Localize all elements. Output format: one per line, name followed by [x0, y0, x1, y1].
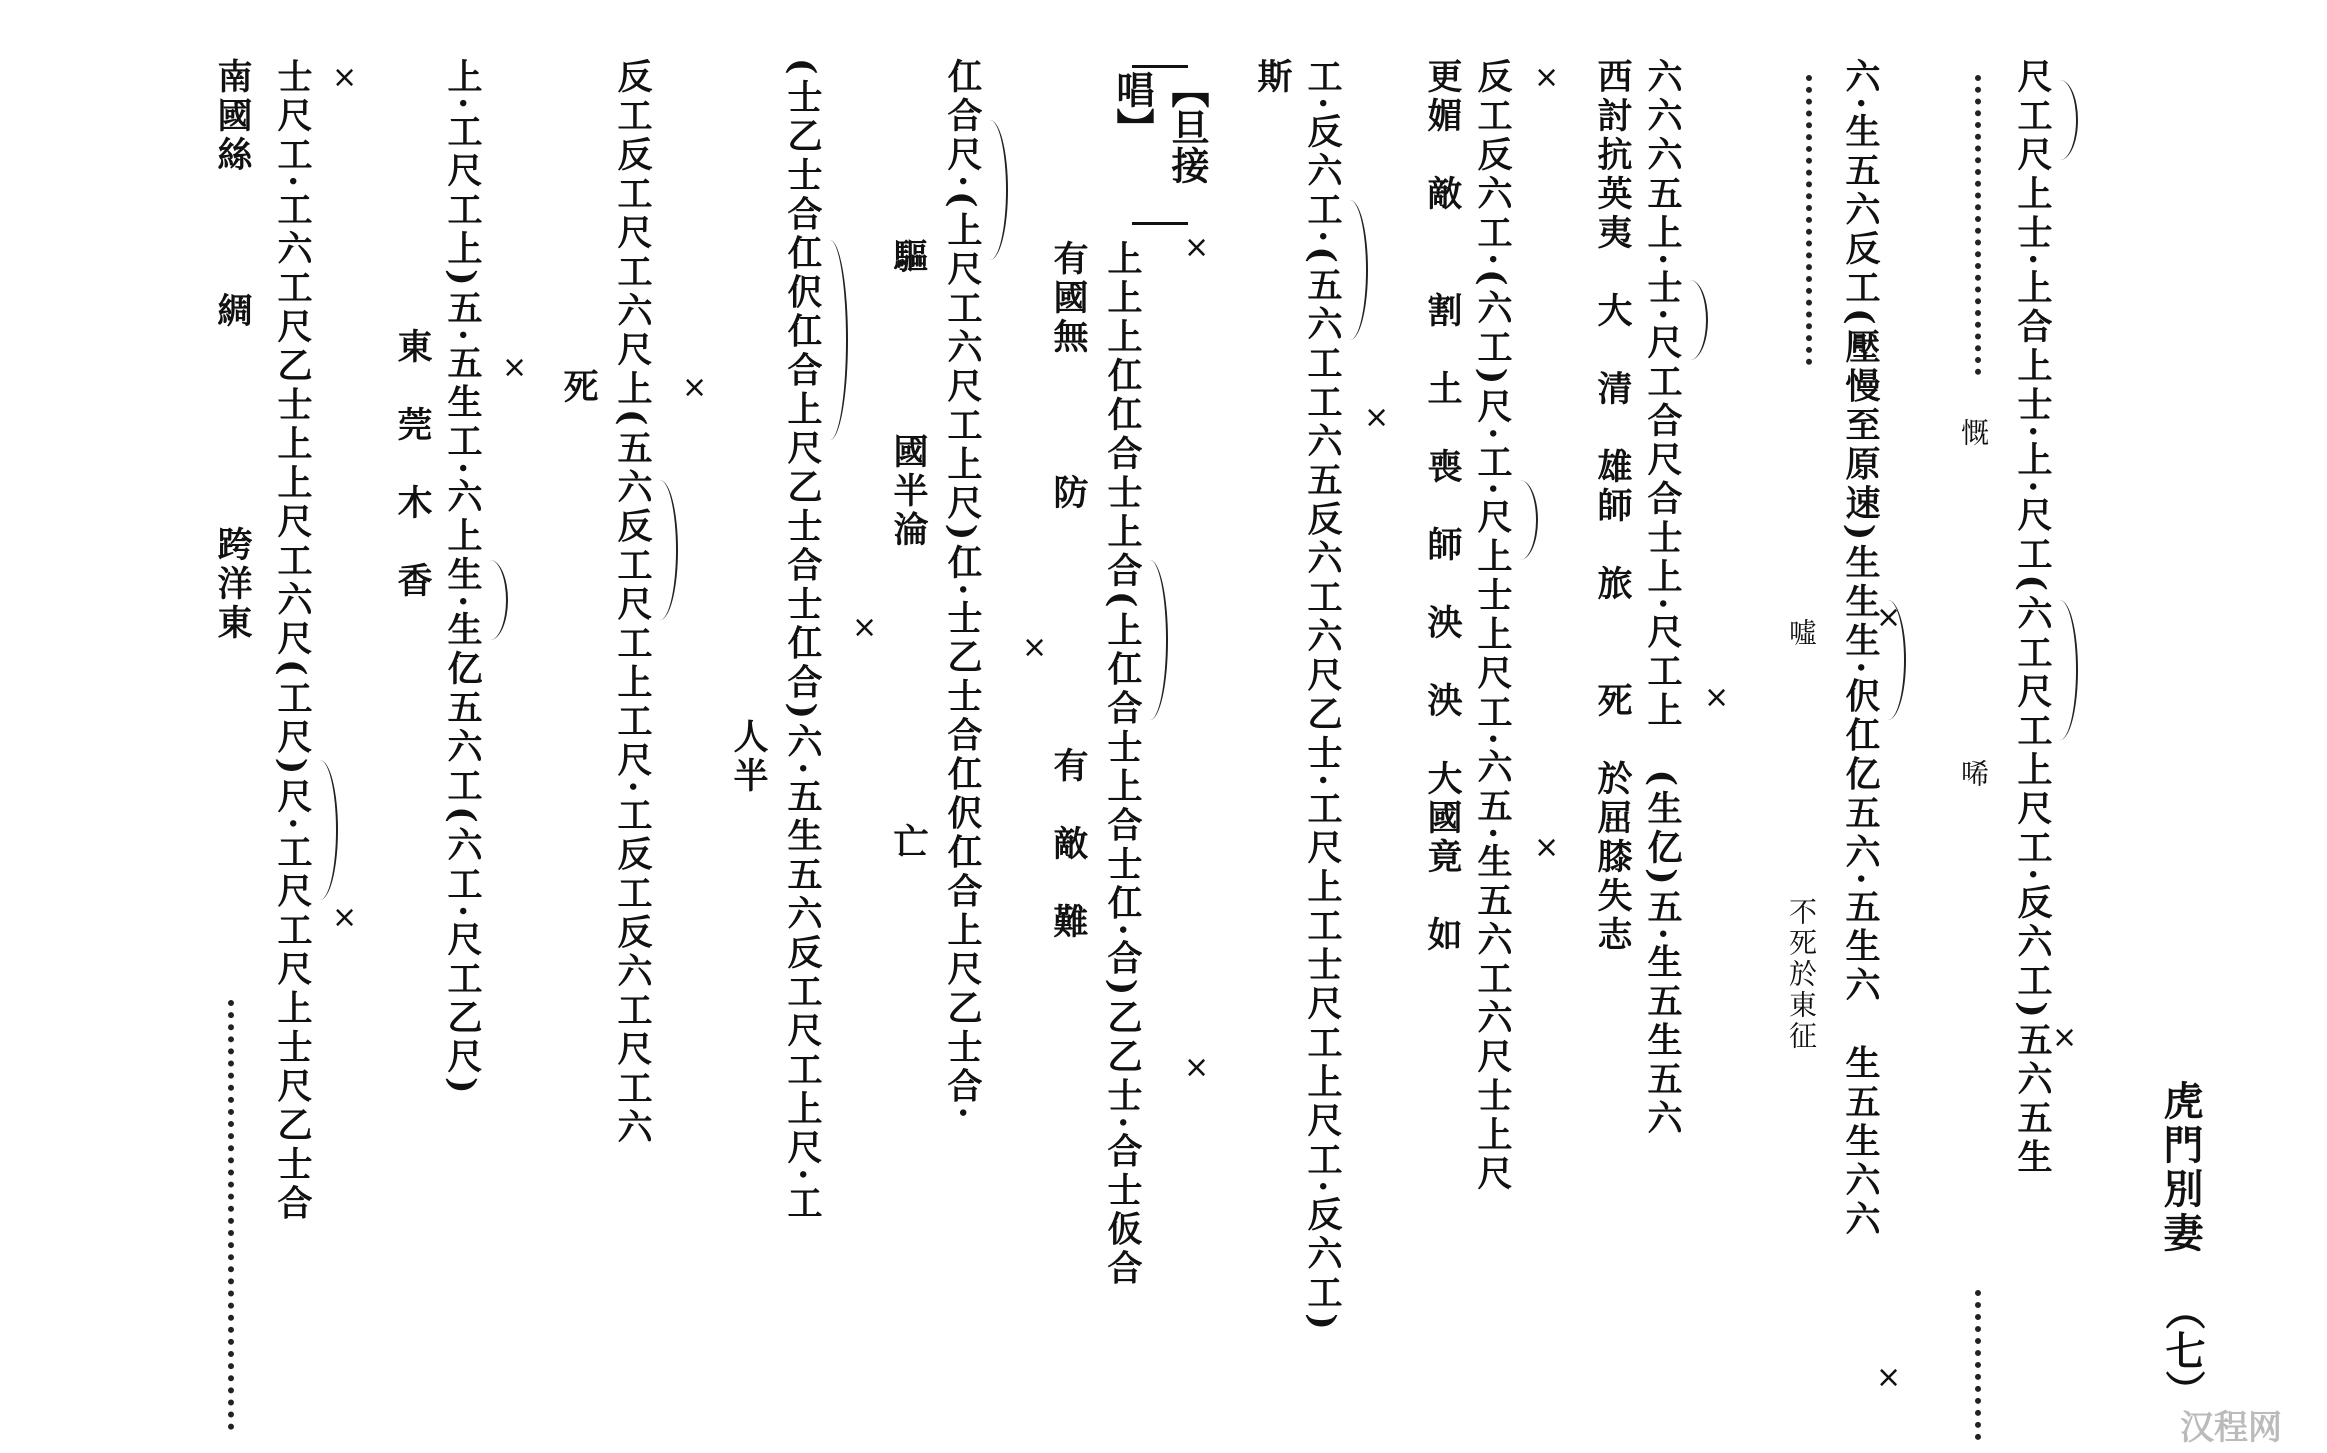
beat-mark: × — [2052, 1020, 2078, 1055]
slur-arc — [972, 120, 1008, 260]
score-column-c7: 仜合尺·(上尺工六尺工上尺)仜·士乙士合仜伬仜合上尺乙士合· — [942, 58, 983, 1123]
slur-arc — [812, 240, 848, 440]
slur-arc — [1132, 560, 1168, 720]
beat-mark: × — [1534, 830, 1560, 865]
score-column-c11: 士尺工·工六工尺乙士上上尺工六尺(工尺)尺·工尺工尺上士尺乙士合 — [272, 58, 313, 1224]
section-tag: 【旦接唱】 — [1132, 65, 1188, 225]
score-column-c9l: 死 — [558, 368, 599, 407]
score-column-c10: 上·工尺工上)五·五生工·六上生·生亿五六工(六工·尺工乙尺) — [442, 58, 483, 1098]
beat-mark: × — [1876, 1360, 1902, 1395]
slur-arc — [1502, 480, 1538, 560]
slur-arc — [2042, 80, 2078, 160]
beat-mark: × — [332, 60, 358, 95]
score-column-c4: 反工反六工·(六工)尺·工·尺上士上尺工·六五·生五六工六尺士上尺 — [1472, 58, 1513, 1195]
beat-mark: × — [1184, 230, 1210, 265]
score-column-c6l: 有國無 防 有 敵 難 — [1048, 240, 1089, 942]
dotted-line — [1975, 1290, 1981, 1440]
slur-arc — [1332, 200, 1368, 340]
beat-mark: × — [332, 900, 358, 935]
beat-mark: × — [1022, 630, 1048, 665]
score-column-c9: 反工反工尺工六尺上(五六反工尺工上工尺·工反工反六工尺工六 — [612, 58, 653, 1148]
score-column-c6: 上上上仜仜合士上合(上仜合士上合士仜·合)乙乙士·合士仮合 — [1102, 240, 1143, 1289]
beat-mark: × — [1704, 680, 1730, 715]
slur-arc — [1672, 280, 1708, 360]
score-column-c3l: 西討抗英夷 大 清 雄師 旅 死 於屈膝失志 — [1592, 58, 1633, 955]
beat-mark: × — [682, 370, 708, 405]
slur-arc — [642, 480, 678, 620]
score-column-c4l: 更媚 敵 割 土 喪 師 泱 泱 大國竟 如 — [1422, 58, 1463, 955]
score-column-c1l: 慨 唏 — [1957, 418, 1990, 790]
dotted-line — [1806, 75, 1812, 365]
page-title: 虎門別妻 — [2157, 1080, 2204, 1256]
score-column-c8l: 人半 — [728, 718, 769, 796]
score-column-c2: 六·生五六反工(壓慢至原速)生生生·伬仜亿五六·五生六 生五生六六 — [1840, 58, 1881, 1240]
page-number: （七） — [2159, 1290, 2206, 1410]
score-column-c8: (士乙士合仜伬仜合上尺乙士合士仜合)六·五生五六反工尺工上尺·工 — [782, 58, 823, 1224]
beat-mark: × — [1184, 1050, 1210, 1085]
beat-mark: × — [502, 350, 528, 385]
dotted-line — [228, 1000, 234, 1430]
score-column-c7l: 驅 國半淪 亡 — [888, 238, 929, 862]
dotted-line — [1975, 75, 1981, 375]
slur-arc — [302, 760, 338, 900]
beat-mark: × — [852, 610, 878, 645]
watermark-logo: 汉程网 — [2180, 1408, 2282, 1448]
slur-arc — [2042, 600, 2078, 740]
score-column-c1: 尺工尺上士·上合上士·上·尺工(六工尺工上尺工·反六工)五六五生 — [2012, 58, 2053, 1178]
beat-mark: × — [1534, 60, 1560, 95]
slur-arc — [472, 560, 508, 640]
beat-mark: × — [1876, 600, 1902, 635]
score-column-c3: 六六六五上·士·尺工合尺合士上·尺工上 (生亿)五·生五生五六 — [1642, 58, 1683, 1139]
score-column-c5: 工·反六工·(五六工工六五反六工六尺乙士·工尺上工士尺工上尺工·反六工) — [1302, 58, 1343, 1334]
score-column-c11l: 南國絲 綢 跨洋東 — [212, 58, 253, 643]
score-column-c10l: 東 莞 木 香 — [392, 328, 433, 601]
score-column-c2l: 噓 不死於東征 — [1785, 618, 1818, 1052]
beat-mark: × — [1364, 400, 1390, 435]
score-column-c5l: 斯 — [1252, 58, 1293, 97]
